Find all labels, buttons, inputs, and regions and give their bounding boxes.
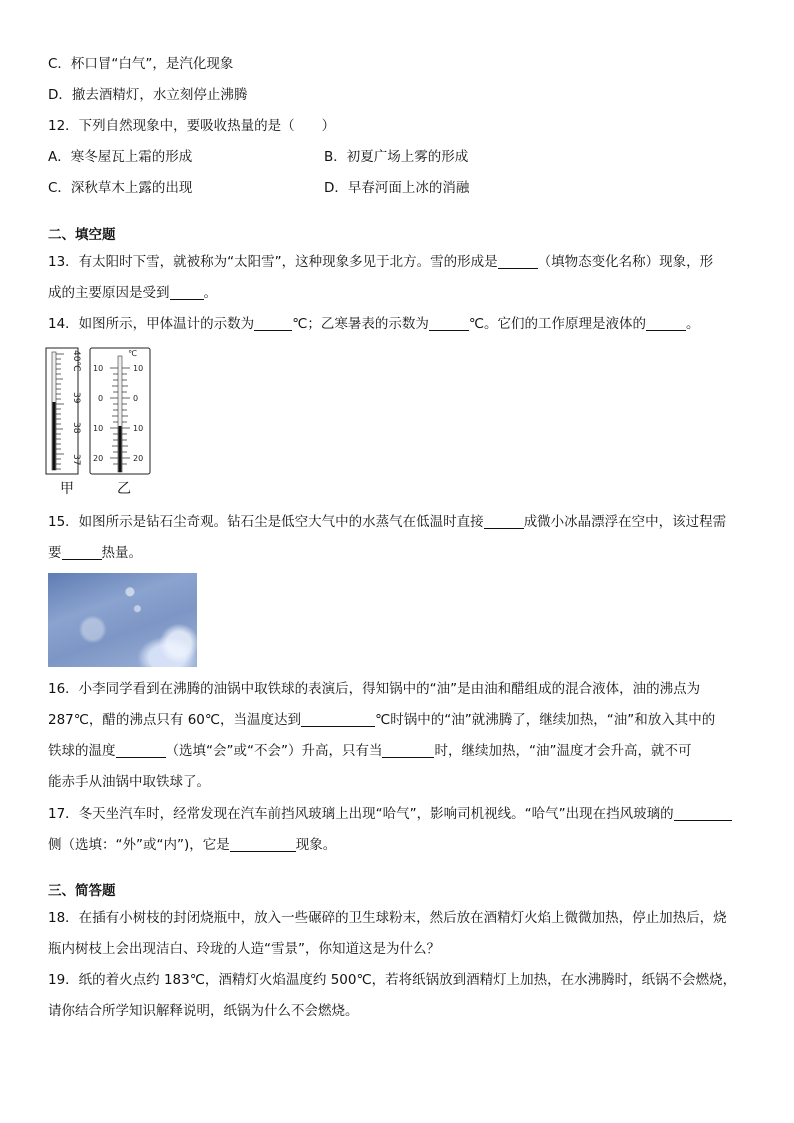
room-tick-right-neg10: 10 bbox=[133, 424, 144, 433]
q15-text-2a: 要 bbox=[48, 545, 62, 561]
q17-line2 bbox=[48, 836, 336, 854]
q16-blank-3[interactable] bbox=[382, 743, 434, 758]
q18-line1: 18．在插有小树枝的封闭烧瓶中，放入一些碾碎的卫生球粉末，然后放在酒精灯火焰上微微加热，停止加热后，烧 bbox=[48, 910, 727, 926]
q12-option-d: D．早春河面上冰的消融 bbox=[324, 180, 470, 196]
room-tick-right-neg20: 20 bbox=[133, 454, 144, 463]
q15-text-1b: 成微小冰晶漂浮在空中，该过程需 bbox=[523, 514, 727, 530]
q13-text-2a: 成的主要原因是受到 bbox=[48, 285, 170, 301]
q15-text-1a: 15．如图所示是钻石尘奇观。钻石尘是低空大气中的水蒸气在低温时直接 bbox=[48, 514, 484, 530]
q16-line4: 能赤手从油锅中取铁球了。 bbox=[48, 774, 210, 790]
room-thermometer bbox=[90, 348, 150, 474]
q14-text-c: ℃。它们的工作原理是液体的 bbox=[468, 316, 647, 332]
clinical-thermometer bbox=[46, 348, 81, 474]
room-tick-right-0: 0 bbox=[133, 394, 139, 403]
q15-line2 bbox=[48, 544, 142, 562]
clinical-mercury-column bbox=[53, 402, 56, 470]
room-tick-left-neg10: 10 bbox=[93, 424, 104, 433]
section-fill-blank-title: 二、填空题 bbox=[48, 227, 116, 243]
q16-text-2a: 287℃，醋的沸点只有 60℃，当温度达到 bbox=[48, 712, 302, 728]
q11-option-c: C．杯口冒“白气”，是汽化现象 bbox=[48, 56, 234, 72]
q17-text-1a: 17．冬天坐汽车时，经常发现在汽车前挡风玻璃上出现“哈气”，影响司机视线。“哈气”出现在挡风玻璃的 bbox=[48, 806, 674, 822]
clinical-tick-37: 37 bbox=[71, 454, 81, 466]
q16-blank-2[interactable] bbox=[116, 743, 166, 758]
q14-text-b: ℃；乙寒暑表的示数为 bbox=[292, 316, 429, 332]
q13-line1 bbox=[48, 253, 713, 271]
q17-blank-2[interactable] bbox=[230, 837, 296, 852]
q17-text-2a: 侧（选填：“外”或“内”)，它是 bbox=[48, 837, 230, 853]
thermometer-figure bbox=[44, 346, 154, 478]
q16-line2 bbox=[48, 711, 715, 729]
q12-options-row1 bbox=[48, 148, 748, 166]
room-tick-left-neg20: 20 bbox=[93, 454, 104, 463]
q16-blank-1[interactable] bbox=[301, 712, 375, 727]
q13-blank-1[interactable] bbox=[498, 254, 538, 269]
room-unit: ℃ bbox=[128, 349, 137, 358]
q14-blank-1[interactable] bbox=[254, 316, 292, 331]
q13-line2 bbox=[48, 284, 217, 302]
q16-text-3c: 时，继续加热，“油”温度才会升高，就不可 bbox=[434, 743, 692, 759]
q15-text-2b: 热量。 bbox=[101, 545, 142, 561]
q13-text-1a: 13．有太阳时下雪，就被称为“太阳雪”，这种现象多见于北方。雪的形成是 bbox=[48, 254, 498, 270]
clinical-tick-40: 40℃ bbox=[71, 350, 81, 372]
figure-label-yi: 乙 bbox=[117, 481, 131, 497]
q13-text-1b: （填物态变化名称）现象，形 bbox=[537, 254, 714, 270]
q12-option-c: C．深秋草木上露的出现 bbox=[48, 180, 193, 196]
clinical-tick-38: 38 bbox=[71, 422, 81, 434]
q16-line1: 16．小李同学看到在沸腾的油锅中取铁球的表演后，得知锅中的“油”是由油和醋组成的混合液体，油的沸点为 bbox=[48, 681, 701, 697]
q14-blank-3[interactable] bbox=[646, 316, 686, 331]
q15-blank-2[interactable] bbox=[62, 545, 102, 560]
diamond-dust-photo bbox=[48, 573, 197, 667]
room-tick-right-10: 10 bbox=[133, 364, 144, 373]
q12-option-b: B．初夏广场上雾的形成 bbox=[324, 149, 469, 165]
q15-blank-1[interactable] bbox=[484, 514, 524, 529]
q16-line3 bbox=[48, 742, 691, 760]
clinical-tick-39: 39 bbox=[71, 392, 81, 404]
q11-option-d: D．撤去酒精灯，水立刻停止沸腾 bbox=[48, 87, 248, 103]
q13-text-2b: 。 bbox=[203, 285, 217, 301]
q12-options-row2 bbox=[48, 179, 748, 197]
section-short-answer-title: 三、简答题 bbox=[48, 883, 116, 899]
q17-blank-1[interactable] bbox=[674, 806, 732, 821]
room-tick-left-0: 0 bbox=[98, 394, 104, 403]
q12-stem: 12．下列自然现象中，要吸收热量的是（ ） bbox=[48, 118, 336, 134]
q14-text-d: 。 bbox=[686, 316, 700, 332]
q14-blank-2[interactable] bbox=[429, 316, 469, 331]
q16-text-2b: ℃时锅中的“油”就沸腾了，继续加热，“油”和放入其中的 bbox=[375, 712, 716, 728]
q14-text-a: 14．如图所示，甲体温计的示数为 bbox=[48, 316, 255, 332]
room-tick-left-10: 10 bbox=[93, 364, 104, 373]
room-liquid-column bbox=[119, 426, 122, 472]
figure-label-jia: 甲 bbox=[60, 481, 74, 497]
q12-option-a: A．寒冬屋瓦上霜的形成 bbox=[48, 149, 193, 165]
q15-line1 bbox=[48, 513, 726, 531]
q13-blank-2[interactable] bbox=[170, 285, 204, 300]
q16-text-3a: 铁球的温度 bbox=[48, 743, 116, 759]
q18-line2: 瓶内树枝上会出现洁白、玲珑的人造“雪景”，你知道这是为什么？ bbox=[48, 941, 440, 957]
q19-line2: 请你结合所学知识解释说明，纸锅为什么不会燃烧。 bbox=[48, 1003, 359, 1019]
q19-line1: 19．纸的着火点约 183℃，酒精灯火焰温度约 500℃，若将纸锅放到酒精灯上加热，在水沸腾时，纸锅不会燃烧， bbox=[48, 972, 737, 988]
q17-text-2b: 现象。 bbox=[295, 837, 337, 853]
q17-line1 bbox=[48, 805, 732, 823]
q16-text-3b: （选填“会”或“不会”）升高，只有当 bbox=[165, 743, 383, 759]
q14-line bbox=[48, 315, 700, 333]
